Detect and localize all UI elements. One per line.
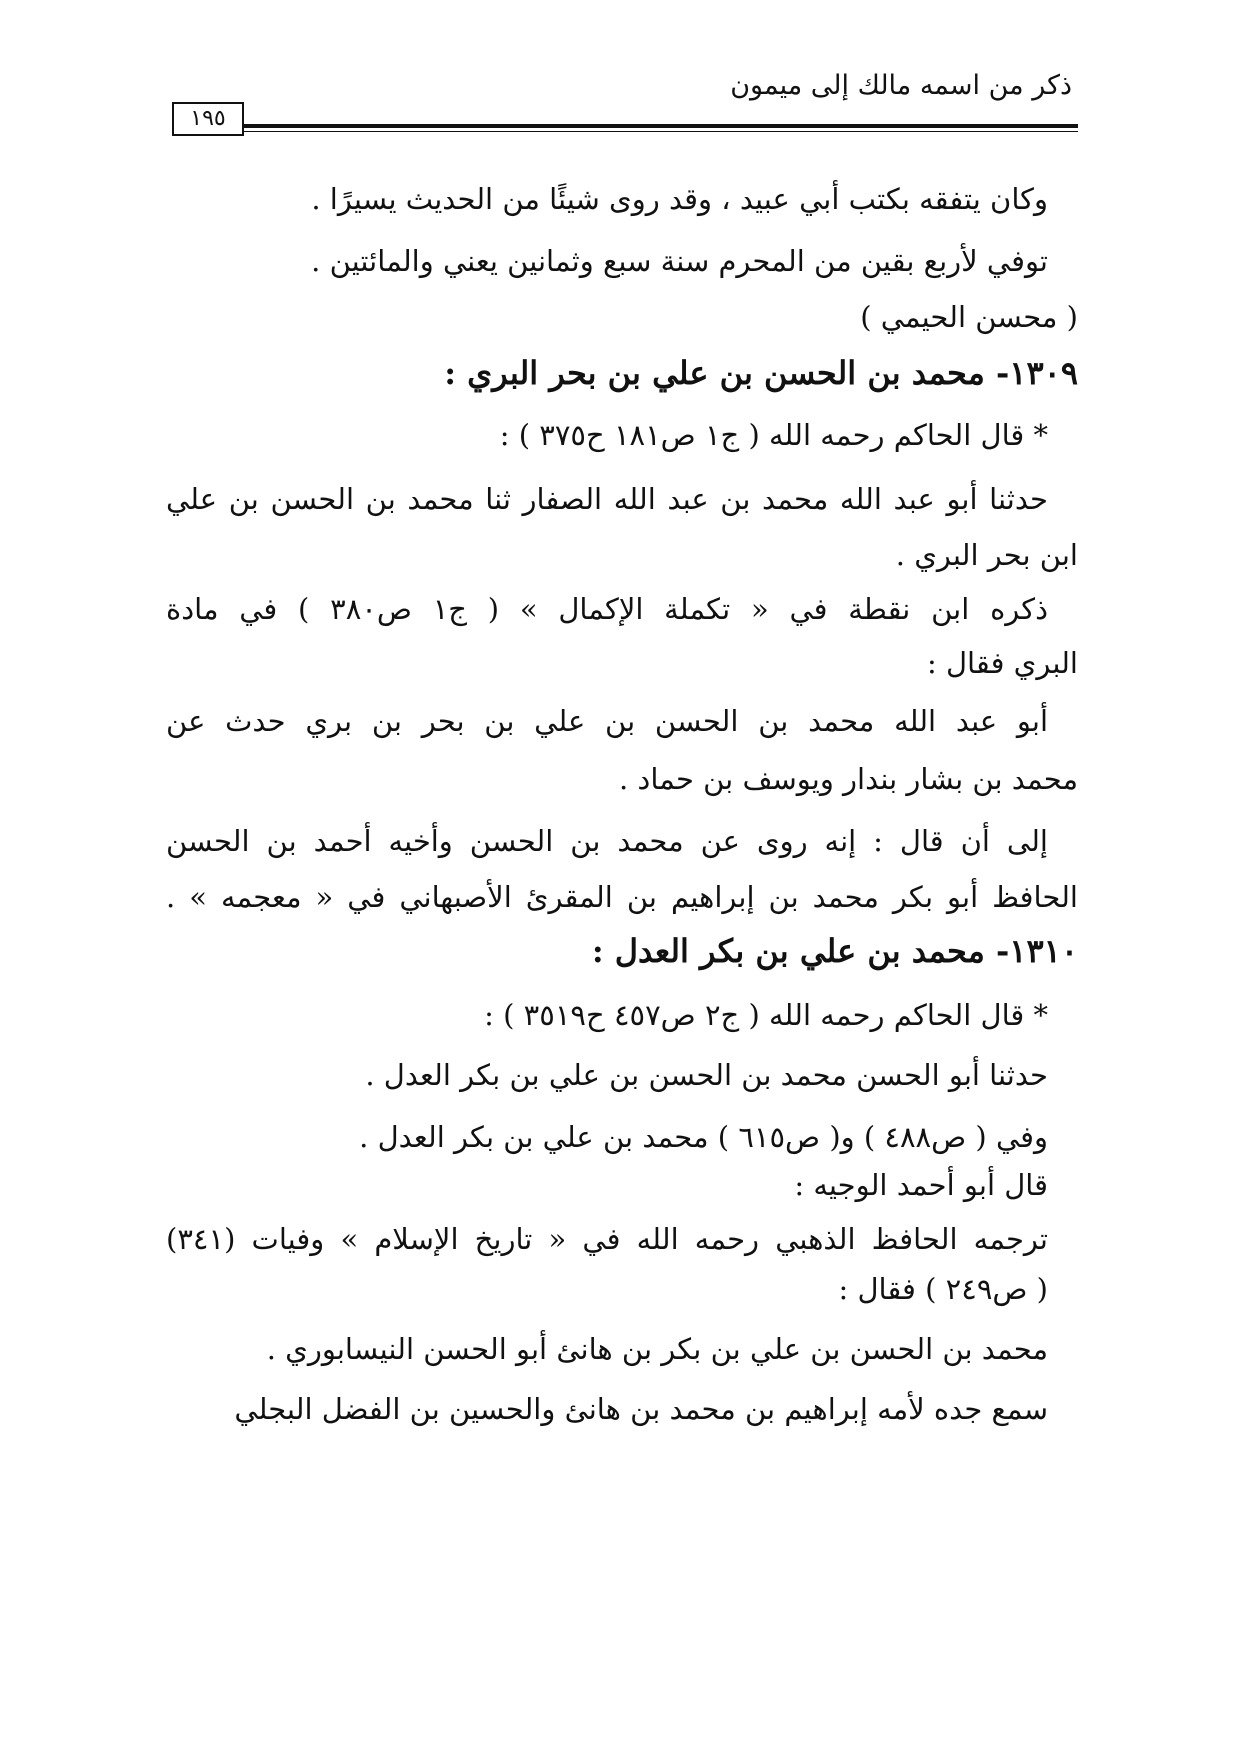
text-line: محمد بن الحسن بن علي بن بكر بن هانئ أبو الحسن النيسابوري .	[266, 1332, 1048, 1366]
text-line: ترجمه الحافظ الذهبي رحمه الله في « تاريخ الإسلام » وفيات (٣٤١)	[166, 1222, 1048, 1256]
text-line: البري فقال :	[927, 646, 1078, 680]
text-line: وفي ( ص٤٨٨ ) و( ص٦١٥ ) محمد بن علي بن بكر العدل .	[359, 1120, 1048, 1154]
text-line: * قال الحاكم رحمه الله ( ج٢ ص٤٥٧ ح٣٥١٩ ) :	[484, 998, 1048, 1032]
text-line: ذكره ابن نقطة في « تكملة الإكمال » ( ج١ ص٣٨٠ ) في مادة	[166, 592, 1048, 626]
entry-heading: ١٣٠٩- محمد بن الحسن بن علي بن بحر البري :	[444, 354, 1078, 392]
running-header-title: ذكر من اسمه مالك إلى ميمون	[730, 70, 1072, 101]
text-line: * قال الحاكم رحمه الله ( ج١ ص١٨١ ح٣٧٥ ) :	[499, 418, 1048, 452]
text-line: قال أبو أحمد الوجيه :	[794, 1168, 1048, 1202]
entry-heading: ١٣١٠- محمد بن علي بن بكر العدل :	[591, 932, 1078, 970]
header-rule-thin	[244, 131, 1078, 132]
text-line: أبو عبد الله محمد بن الحسن بن علي بن بحر بن بري حدث عن	[166, 704, 1048, 738]
text-line: ابن بحر البري .	[895, 538, 1078, 572]
document-body	[166, 180, 1078, 1480]
text-line: ( محسن الحيمي )	[860, 300, 1078, 334]
text-line: سمع جده لأمه إبراهيم بن محمد بن هانئ والحسين بن الفضل البجلي	[234, 1392, 1048, 1426]
text-line: ( ص٢٤٩ ) فقال :	[838, 1272, 1048, 1306]
text-line: حدثنا أبو عبد الله محمد بن عبد الله الصفار ثنا محمد بن الحسن بن علي	[166, 482, 1048, 516]
header-rule-thick	[244, 124, 1078, 128]
text-line: وكان يتفقه بكتب أبي عبيد ، وقد روى شيئًا من الحديث يسيرًا .	[311, 182, 1048, 216]
text-line: حدثنا أبو الحسن محمد بن الحسن بن علي بن بكر العدل .	[365, 1058, 1048, 1092]
page-number-box: ١٩٥	[172, 102, 244, 136]
text-line: محمد بن بشار بندار ويوسف بن حماد .	[619, 762, 1078, 796]
text-line: الحافظ أبو بكر محمد بن إبراهيم بن المقرئ الأصبهاني في « معجمه » .	[166, 880, 1078, 914]
text-line: توفي لأربع بقين من المحرم سنة سبع وثمانين يعني والمائتين .	[311, 244, 1048, 278]
text-line: إلى أن قال : إنه روى عن محمد بن الحسن وأخيه أحمد بن الحسن	[166, 824, 1048, 858]
